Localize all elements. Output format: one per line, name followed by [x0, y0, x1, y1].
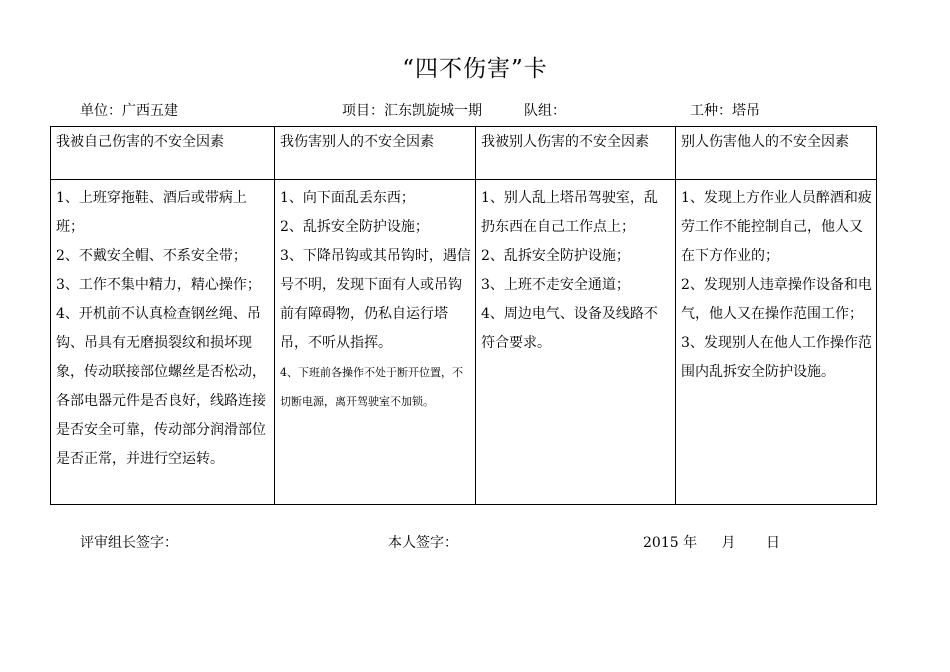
list-item: 2、不戴安全帽、不系安全带； [56, 248, 247, 264]
cell-hurt-others [275, 180, 476, 505]
list-item: 1、向下面乱丢东西； [280, 190, 415, 206]
self-signature-label: 本人签字： [388, 535, 458, 551]
card-title: “四不伤害”卡 [402, 56, 548, 82]
reviewer-signature-label: 评审组长签字： [80, 535, 178, 551]
team-label: 队组： [524, 103, 566, 119]
unit-label: 单位：广西五建 [80, 103, 178, 119]
cell-hurt-by-others [476, 180, 676, 505]
list-item: 2、乱拆安全防护设施； [280, 219, 429, 235]
header-self-hurt: 我被自己伤害的不安全因素 [51, 127, 275, 180]
list-item: 1、别人乱上塔吊驾驶室，乱扔东西在自己工作点上； [481, 190, 658, 235]
list-item: 4、下班前各操作不处于断开位置，不切断电源，离开驾驶室不加锁。 [280, 366, 463, 408]
list-item: 1、上班穿拖鞋、酒后或带病上班； [56, 190, 247, 235]
cell-others-hurt-others [676, 180, 877, 505]
trade-label: 工种：塔吊 [690, 103, 760, 119]
list-item: 1、发现上方作业人员醉酒和疲劳工作不能控制自己，他人又在下方作业的； [681, 190, 872, 264]
date-day: 日 [766, 535, 780, 551]
list-item: 3、工作不集中精力，精心操作； [56, 277, 261, 293]
list-item: 3、上班不走安全通道； [481, 277, 630, 293]
project-label: 项目：汇东凯旋城一期 [342, 103, 482, 119]
header-hurt-others: 我伤害别人的不安全因素 [275, 127, 476, 180]
hazard-table [50, 126, 877, 505]
date-month: 月 [721, 535, 736, 551]
list-item: 4、周边电气、设备及线路不符合要求。 [481, 306, 658, 351]
list-item: 4、开机前不认真检查钢丝绳、吊钩、吊具有无磨损裂纹和损坏现象，传动联接部位螺丝是否松动，各部电器元件是否良好，线路连接是否安全可靠，传动部分润滑部位是否正常，并进行空运转。 [56, 306, 266, 467]
list-item: 2、发现别人违章操作设备和电气，他人又在操作范围工作； [681, 277, 872, 322]
header-others-hurt-others: 别人伤害他人的不安全因素 [676, 127, 877, 180]
date-line [643, 532, 780, 552]
content-row [51, 180, 877, 505]
cell-self-hurt [51, 180, 275, 505]
list-item: 2、乱拆安全防护设施； [481, 248, 630, 264]
header-row [51, 127, 877, 180]
list-item: 3、发现别人在他人工作操作范围内乱拆安全防护设施。 [681, 335, 872, 380]
date-year: 2015 年 [643, 535, 698, 551]
list-item: 3、下降吊钩或其吊钩时，遇信号不明，发现下面有人或吊钩前有障碍物，仍私自运行塔吊，不听从指挥。 [280, 248, 471, 351]
header-hurt-by-others: 我被别人伤害的不安全因素 [476, 127, 676, 180]
